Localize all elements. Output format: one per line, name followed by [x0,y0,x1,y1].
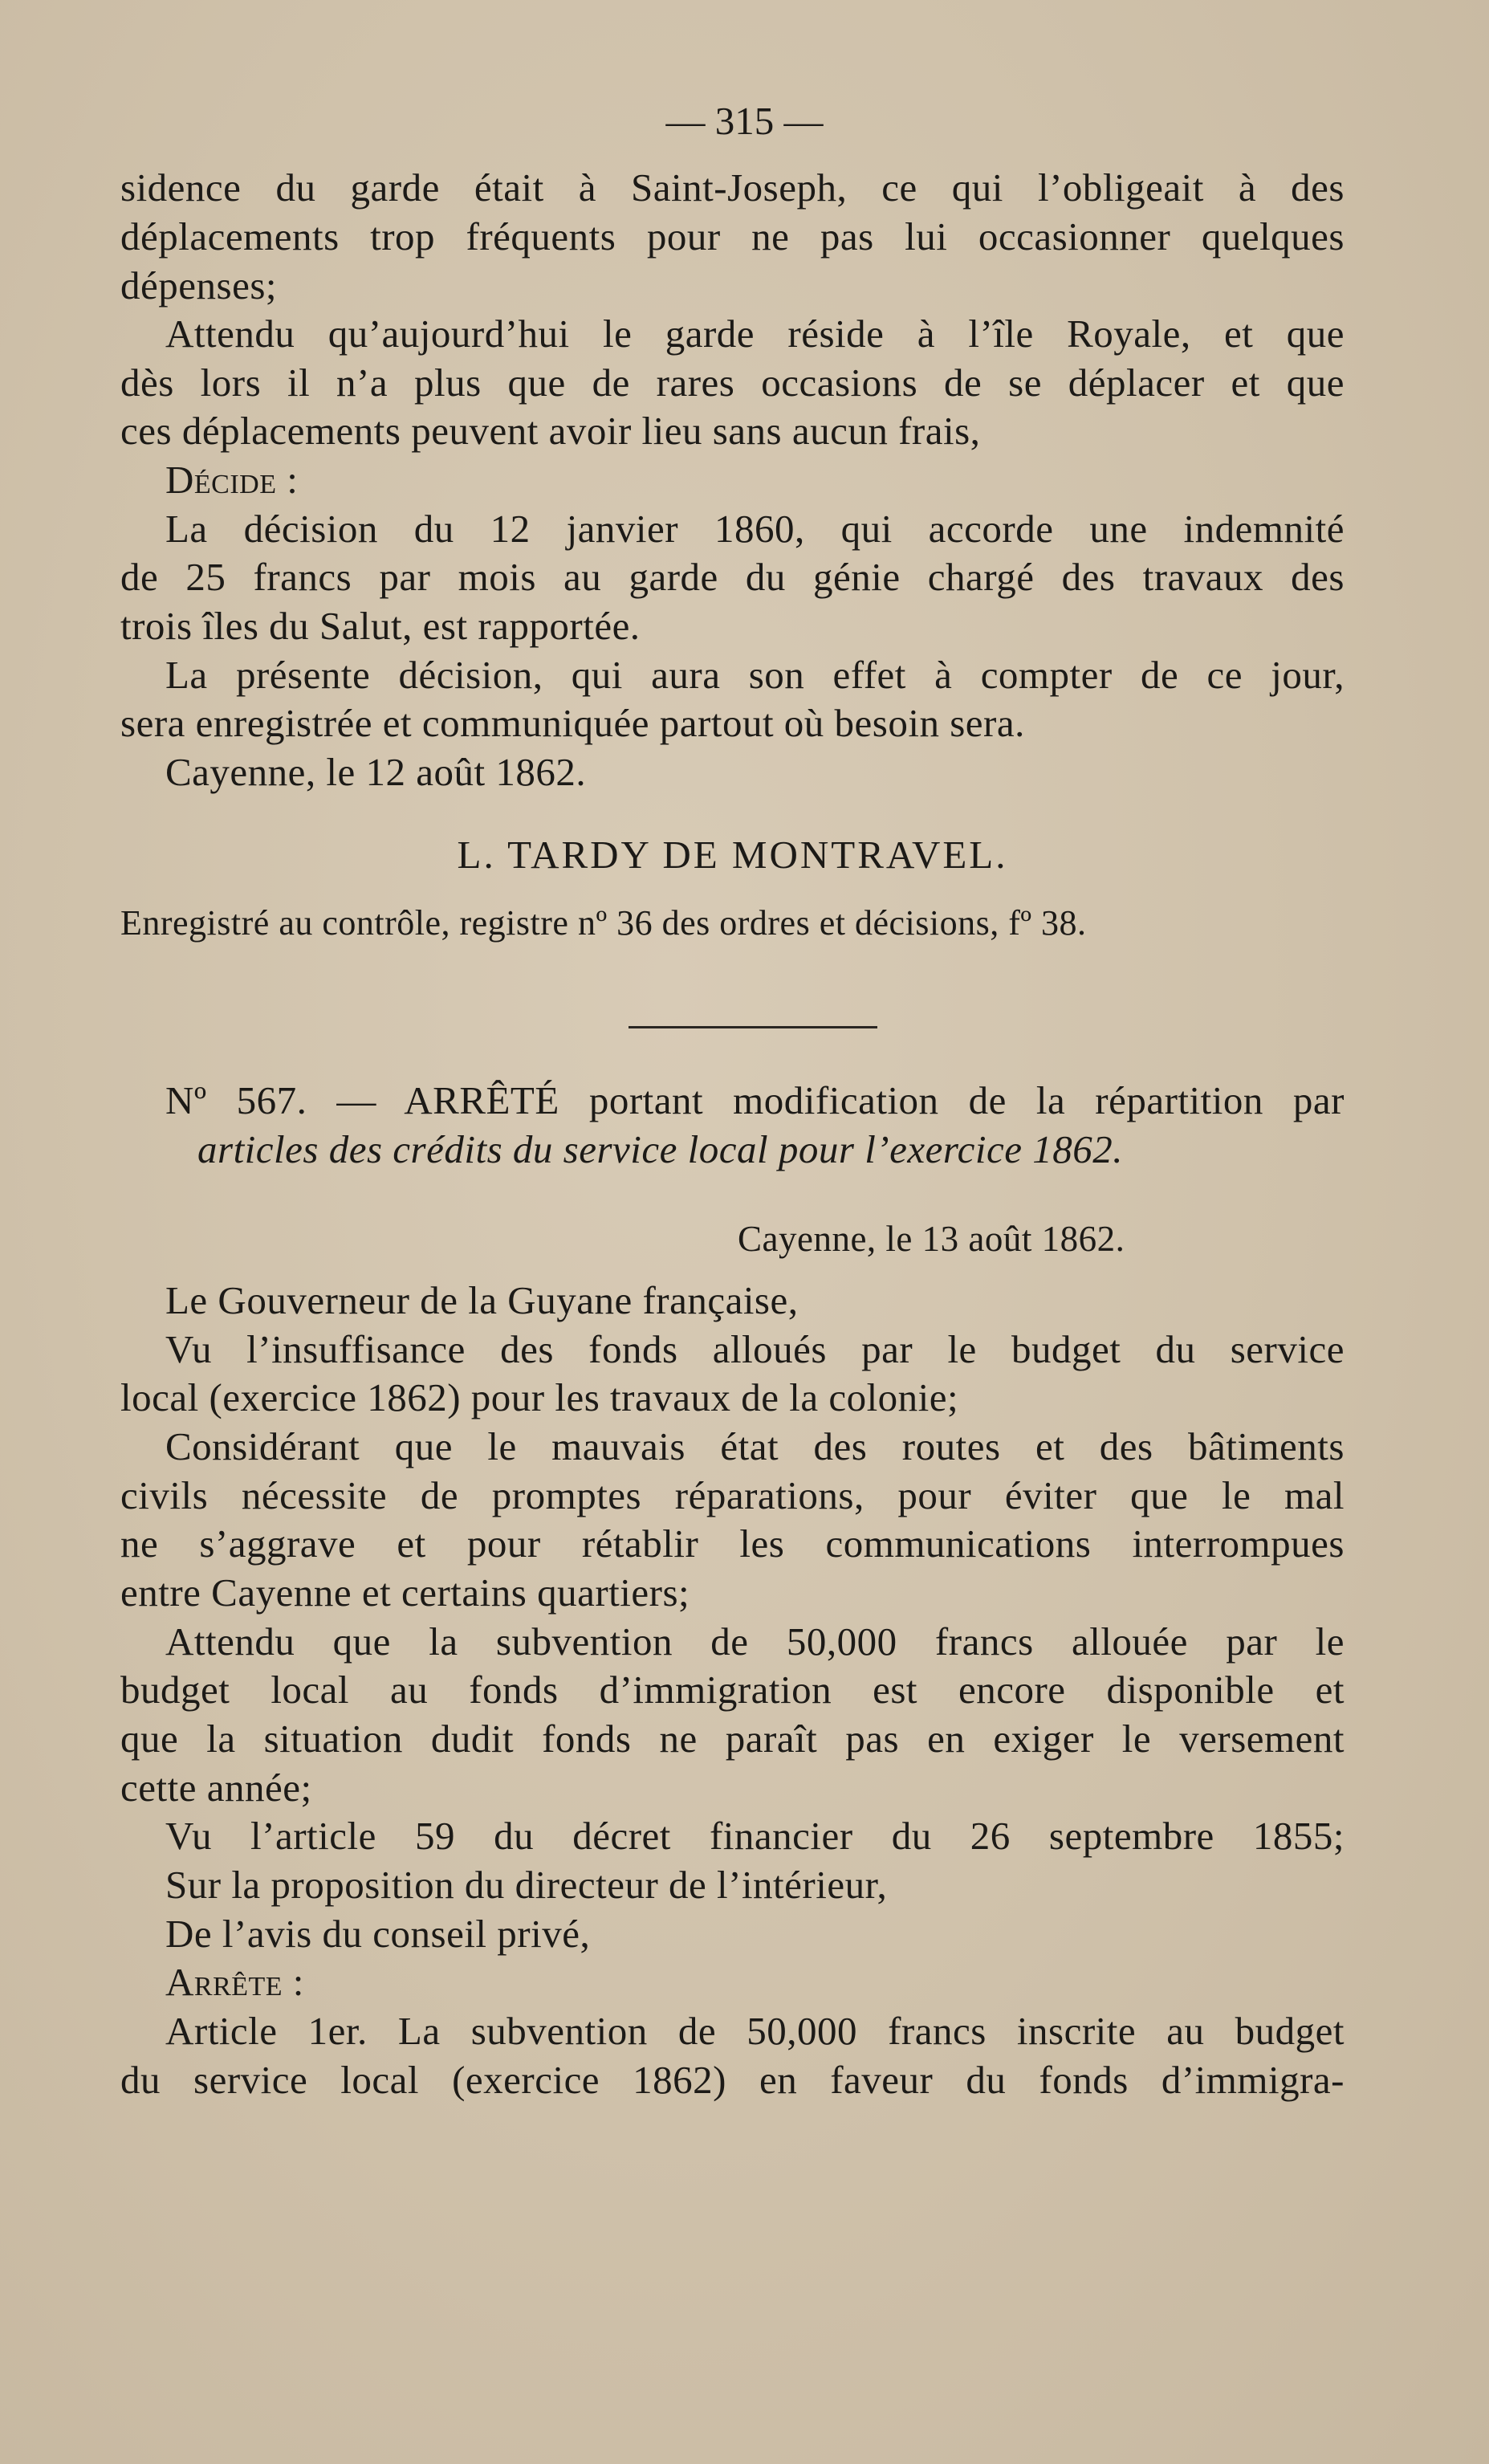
text-line: déplacements trop fréquents pour ne pas lui occasionner quelques [120,214,1345,259]
article-line: Article 1er. La subvention de 50,000 francs inscrite au budget [165,2009,1345,2053]
text-line: sera enregistrée et communiquée partout où besoin sera. [120,701,1025,745]
arrete-heading-cont: articles des crédits du service local pour l’exercice 1862. [197,1127,1123,1171]
arrete-heading: Nº 567. — ARRÊTÉ portant modification de la répartition par [165,1078,1345,1122]
section-divider [629,1026,877,1028]
text-line: budget local au fonds d’immigration est encore disponible et [120,1668,1345,1712]
text-line: Attendu qu’aujourd’hui le garde réside à l’île Royale, et que [165,312,1345,356]
text-line: local (exercice 1862) pour les travaux de la colonie; [120,1375,959,1419]
text-line: du service local (exercice 1862) en faveur du fonds d’immigra- [120,2058,1345,2102]
text-line: dépenses; [120,263,277,307]
signature: L. TARDY DE MONTRAVEL. [457,833,1008,877]
arrete-date: Cayenne, le 13 août 1862. [738,1219,1125,1259]
text-line: que la situation dudit fonds ne paraît pas en exiger le versement [120,1717,1345,1761]
text-line: ne s’aggrave et pour rétablir les communications interrompues [120,1521,1345,1566]
page-number: — 315 — [665,99,824,143]
text-line: Vu l’insuffisance des fonds alloués par le budget du service [165,1327,1345,1371]
registration-note: Enregistré au contrôle, registre nº 36 des ordres et décisions, fº 38. [120,903,1087,943]
text-line: Attendu que la subvention de 50,000 francs allouée par le [165,1619,1345,1664]
text-line: Sur la proposition du directeur de l’intérieur, [165,1863,888,1907]
text-line: De l’avis du conseil privé, [165,1912,591,1956]
text-line: La décision du 12 janvier 1860, qui accorde une indemnité [165,507,1345,551]
text-line: de 25 francs par mois au garde du génie chargé des travaux des [120,555,1345,599]
text-line: sidence du garde était à Saint-Joseph, ce qui l’obligeait à des [120,165,1345,210]
arrete-keyword: Arrête : [165,1960,304,2004]
text-line: cette année; [120,1766,312,1810]
text-line: entre Cayenne et certains quartiers; [120,1570,690,1615]
text-line: trois îles du Salut, est rapportée. [120,604,641,648]
date-line: Cayenne, le 12 août 1862. [165,750,587,794]
text-line: La présente décision, qui aura son effet à compter de ce jour, [165,653,1345,697]
governor-line: Le Gouverneur de la Guyane française, [165,1278,799,1322]
text-line: ces déplacements peuvent avoir lieu sans aucun frais, [120,409,981,453]
text-line: Vu l’article 59 du décret financier du 26 septembre 1855; [165,1814,1345,1858]
decide-heading: Décide : [165,458,299,502]
text-line: dès lors il n’a plus que de rares occasions de se déplacer et que [120,360,1345,405]
text-line: civils nécessite de promptes réparations, pour éviter que le mal [120,1473,1345,1517]
text-line: Considérant que le mauvais état des routes et des bâtiments [165,1424,1345,1468]
